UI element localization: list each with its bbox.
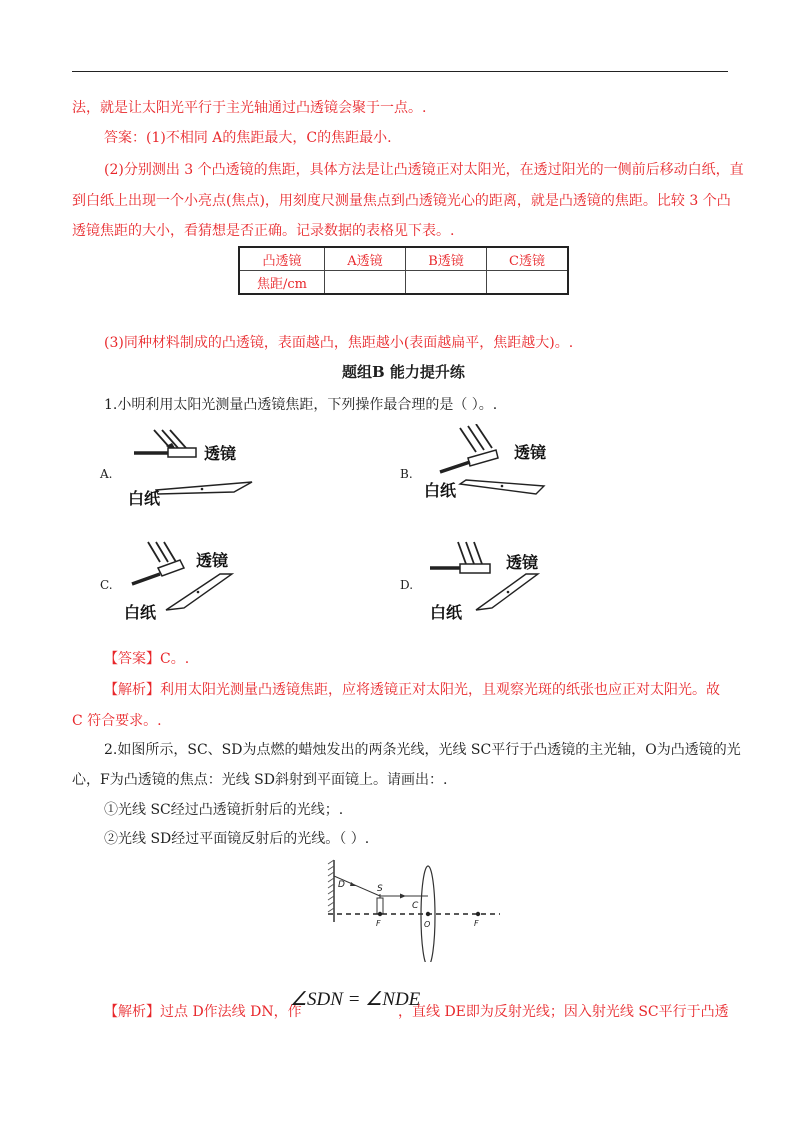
table-row [239,271,568,295]
table-row [239,247,568,271]
svg-text:白纸: 白纸 [430,603,463,622]
option-a-figure [120,428,260,512]
svg-text:白纸: 白纸 [124,603,157,622]
table-cell [487,271,569,295]
svg-text:D: D [338,880,345,890]
angle-equation: ∠SDN = ∠NDE [290,989,421,1010]
option-c-label: C. [100,578,113,592]
svg-text:S: S [377,884,383,894]
svg-text:F: F [474,919,479,928]
analysis-line: ，直线 DE即为反射光线；因入射光线 SC平行于凸透 [398,1004,729,1020]
header-rule [72,71,728,72]
analysis-line: 【解析】过点 D作法线 DN，作 [104,1004,302,1020]
question-2: 2.如图所示，SC、SD为点燃的蜡烛发出的两条光线，光线 SC平行于凸透镜的主光轴，O为凸透镜的光 [104,742,741,758]
svg-text:F: F [376,919,381,928]
table-header: A透镜 [325,247,406,271]
text-line: (2)分别测出 3 个凸透镜的焦距，具体方法是让凸透镜正对太阳光，在透过阳光的一侧前后移动白纸，直 [104,162,744,178]
lens-label: 透镜 [204,444,237,463]
table-header: C透镜 [487,247,569,271]
svg-text:C: C [412,901,419,911]
svg-text:O: O [424,920,431,929]
text-line: 法，就是让太阳光平行于主光轴通过凸透镜会聚于一点。. [72,100,427,116]
question-2-line: ①光线 SC经过凸透镜折射后的光线；. [104,802,344,818]
option-b-figure [418,424,558,510]
text-line: 到白纸上出现一个小亮点(焦点)，用刻度尺测量焦点到凸透镜光心的距离，就是凸透镜的焦距。比较 3 个凸 [72,193,731,209]
table-header: 凸透镜 [239,247,325,271]
svg-text:透镜: 透镜 [196,551,229,570]
question-1: 1.小明利用太阳光测量凸透镜焦距，下列操作最合理的是（ ）。. [104,397,498,413]
paper-label: 白纸 [128,489,161,508]
table-header: B透镜 [406,247,487,271]
question-2-line: ②光线 SD经过平面镜反射后的光线。（ ）. [104,831,370,847]
svg-text:透镜: 透镜 [506,553,539,572]
svg-text:透镜: 透镜 [514,443,547,462]
section-title: 题组B 能力提升练 [342,363,465,381]
focal-length-table [238,246,569,295]
text-line: 透镜焦距的大小，看猜想是否正确。记录数据的表格见下表。. [72,223,455,239]
svg-text:白纸: 白纸 [424,481,457,500]
text-line: (3)同种材料制成的凸透镜，表面越凸，焦距越小(表面越扁平，焦距越大)。. [104,335,574,351]
table-cell [406,271,487,295]
option-d-label: D. [400,578,414,592]
optics-diagram [320,852,510,962]
option-d-figure [426,538,566,624]
question-2-line: 心，F为凸透镜的焦点：光线 SD斜射到平面镜上。请画出：. [72,772,448,788]
answer-line: 答案：(1)不相同 A的焦距最大，C的焦距最小. [104,130,392,146]
analysis-line: C 符合要求。. [72,713,162,729]
option-c-figure [120,540,260,626]
option-a-label: A. [100,467,113,481]
table-cell [325,271,406,295]
table-row-label: 焦距/cm [239,271,325,295]
analysis-line: 【解析】利用太阳光测量凸透镜焦距，应将透镜正对太阳光，且观察光斑的纸张也应正对太阳光。故 [104,682,720,698]
answer-line: 【答案】C。. [104,651,190,667]
option-b-label: B. [400,467,413,481]
